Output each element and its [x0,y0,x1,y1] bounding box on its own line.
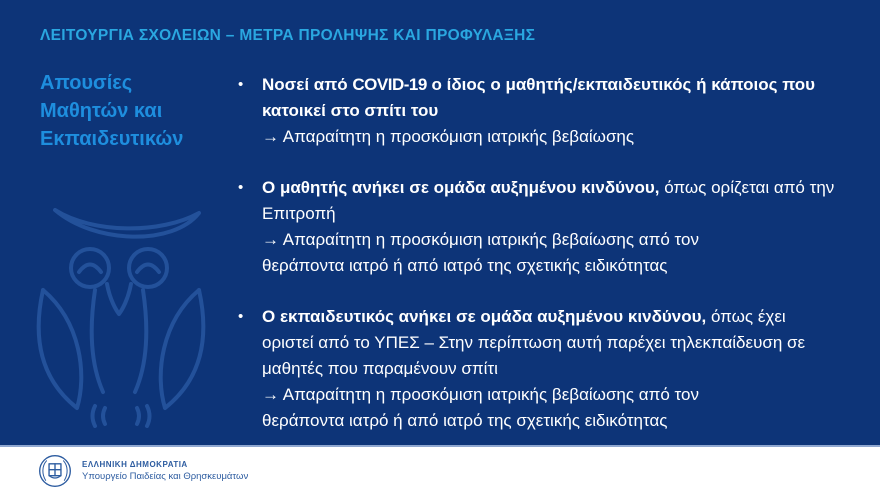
bullet-main-text [262,72,838,124]
text-run: Ο εκπαιδευτικός ανήκει σε ομάδα αυξημένου κινδύνου, [262,307,711,326]
text-run: Νοσεί από [262,75,353,94]
bullet-marker: • [238,76,244,93]
bullet-text [262,72,838,150]
text-run: Ο μαθητής ανήκει σε ομάδα αυξημένου κινδύνου, [262,178,665,197]
slide-title: ΛΕΙΤΟΥΡΓΙΑ ΣΧΟΛΕΙΩΝ – ΜΕΤΡΑ ΠΡΟΛΗΨΗΣ ΚΑΙ ΠΡΟΦΥΛΑΞΗΣ [40,27,536,44]
bullet-text [262,175,838,279]
text-run: όπως ορίζεται από την Επιτροπή [262,178,835,223]
footer-text-block [82,460,248,482]
bullet-list [238,72,838,459]
bullet-marker: • [238,308,244,325]
bullet-note-arrow-line: → Απαραίτητη η προσκόμιση ιατρικής βεβαίωσης από τον θεράποντα ιατρό ή από ιατρό της σχετικής ειδικότητας [262,385,699,430]
covid-19-label: COVID-19 [352,75,427,94]
hellenic-republic-emblem-icon [38,454,72,488]
bullet-item [238,72,838,150]
owl-watermark-icon [33,200,209,436]
footer-org-name: ΕΛΛΗΝΙΚΗ ΔΗΜΟΚΡΑΤΙΑ [82,460,188,469]
text-run: ο ίδιος ο μαθητής/εκπαιδευτικός ή κάποιος που κατοικεί στο σπίτι του [262,75,816,120]
bullet-note-arrow-line: → Απαραίτητη η προσκόμιση ιατρικής βεβαίωσης από τον θεράποντα ιατρό ή από ιατρό της σχετικής ειδικότητας [262,230,699,275]
bullet-item [238,304,838,434]
bullet-main-text [262,304,838,382]
footer [0,445,880,495]
bullet-item [238,175,838,279]
bullet-marker: • [238,179,244,196]
bullet-note-arrow-line: → Απαραίτητη η προσκόμιση ιατρικής βεβαίωσης [262,127,635,146]
bullet-main-text [262,175,838,227]
text-run: όπως έχει οριστεί από το ΥΠΕΣ – Στην περίπτωση αυτή παρέχει τηλεκπαίδευση σε μαθητές που παραμένουν σπίτι [262,307,806,378]
footer-ministry-name: Υπουργείο Παιδείας και Θρησκευμάτων [82,471,249,482]
bullet-text [262,304,838,434]
section-heading: Απουσίες Μαθητών και Εκπαιδευτικών [40,72,184,150]
